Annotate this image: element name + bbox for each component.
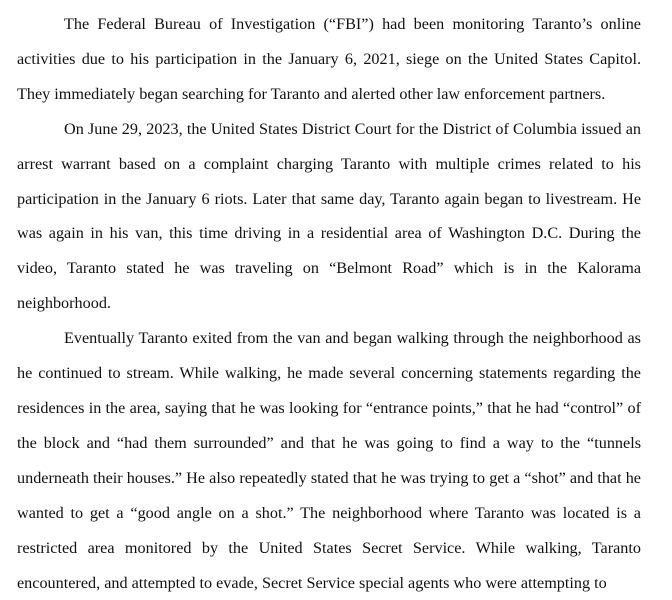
paragraph-arrest-warrant: On June 29, 2023, the United States District Court for the District of Columbia issued an arrest warrant based on a complaint charging Taranto with multiple crimes related to his participation in the January 6 riots. Later that same day, Taranto again began to livestream. He was again in his van, this time driving in a residential area of Washington D.C. During the video, Taranto stated he was traveling on “Belmont Road” which is in the Kalorama neighborhood. [17, 119, 641, 313]
document-body [17, 7, 641, 600]
paragraph-fbi-monitoring: The Federal Bureau of Investigation (“FBI”) had been monitoring Taranto’s online activities due to his participation in the January 6, 2021, siege on the United States Capitol. They immediately began searching for Taranto and alerted other law enforcement partners. [17, 15, 641, 103]
paragraph-neighborhood-walk: Eventually Taranto exited from the van and began walking through the neighborhood as he continued to stream. While walking, he made several concerning statements regarding the residences in the area, saying that he was looking for “entrance points,” that he had “control” of the block and “had them surrounded” and that he was going to find a way to the “tunnels underneath their houses.” He also repeatedly stated that he was trying to get a “shot” and that he wanted to get a “good angle on a shot.” The neighborhood where Taranto was located is a restricted area monitored by the United States Secret Service. While walking, Taranto encountered, and attempted to evade, Secret Service special agents who were attempting to [17, 329, 641, 592]
